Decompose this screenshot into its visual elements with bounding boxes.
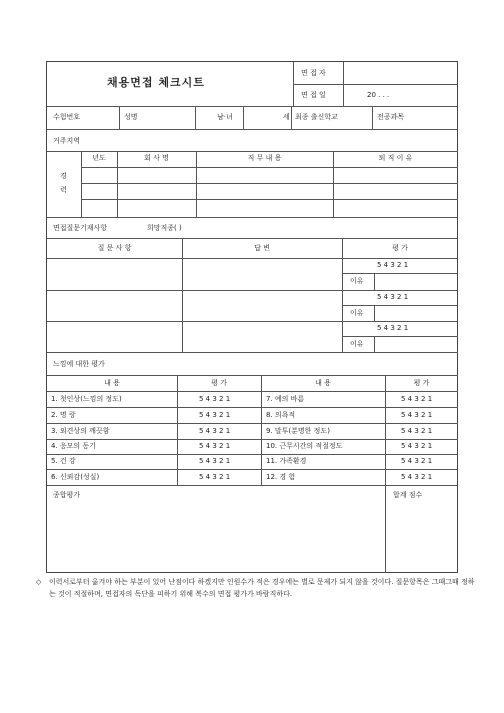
interview-checklist-form bbox=[46, 61, 458, 573]
impression-header-content-left: 내 용 bbox=[104, 379, 120, 387]
impression-item-5: 5. 건 강 bbox=[51, 457, 76, 465]
interview-date-field[interactable]: 20 . . . bbox=[367, 91, 390, 99]
diamond-bullet-icon: ◇ bbox=[36, 578, 42, 586]
question-3-reason-label: 이유 bbox=[350, 340, 364, 348]
career-header-year: 년도 bbox=[92, 154, 106, 162]
impression-score-11[interactable]: 5 4 3 2 1 bbox=[401, 457, 433, 465]
impression-score-10[interactable]: 5 4 3 2 1 bbox=[401, 442, 433, 450]
school-label: 최종 출신학교 bbox=[295, 113, 338, 121]
impression-score-5[interactable]: 5 4 3 2 1 bbox=[199, 457, 231, 465]
impression-score-2[interactable]: 5 4 3 2 1 bbox=[199, 411, 231, 419]
question-2-score[interactable]: 5 4 3 2 1 bbox=[377, 293, 409, 301]
major-label: 전공과목 bbox=[377, 113, 405, 121]
impression-score-7[interactable]: 5 4 3 2 1 bbox=[401, 395, 433, 403]
career-header-company: 회 사 명 bbox=[144, 154, 169, 162]
total-score-label: 합계 점수 bbox=[393, 491, 423, 499]
impression-score-8[interactable]: 5 4 3 2 1 bbox=[401, 411, 433, 419]
impression-item-6: 6. 신뢰감(성실) bbox=[51, 473, 100, 481]
residence-label: 거주지역 bbox=[53, 137, 81, 145]
question-header: 질 문 사 항 bbox=[97, 244, 132, 252]
impression-label: 느낌에 대한 평가 bbox=[53, 360, 105, 368]
answer-header: 답 변 bbox=[254, 244, 270, 252]
questions-label: 면접질문기재사항 bbox=[53, 224, 108, 232]
question-1-score[interactable]: 5 4 3 2 1 bbox=[377, 261, 409, 269]
career-side-label-2: 력 bbox=[60, 186, 67, 194]
impression-score-4[interactable]: 5 4 3 2 1 bbox=[199, 442, 231, 450]
footnote bbox=[36, 576, 476, 600]
form-title: 채용면접 체크시트 bbox=[107, 76, 205, 89]
career-header-duties: 직 무 내 용 bbox=[247, 154, 282, 162]
gender-label: 남·녀 bbox=[217, 113, 233, 121]
age-label: 세 bbox=[283, 113, 290, 121]
question-2-reason-label: 이유 bbox=[350, 309, 364, 317]
exam-number-label: 수험번호 bbox=[53, 113, 81, 121]
impression-item-3: 3. 외견상의 깨끗함 bbox=[51, 427, 110, 435]
interview-date-label: 면 접 일 bbox=[301, 91, 326, 99]
interviewer-label: 면 접 자 bbox=[301, 69, 326, 77]
overall-evaluation-field[interactable] bbox=[48, 486, 384, 572]
impression-score-6[interactable]: 5 4 3 2 1 bbox=[199, 473, 231, 481]
career-side-label-1: 경 bbox=[60, 172, 67, 180]
question-1-reason-label: 이유 bbox=[350, 277, 364, 285]
impression-score-3[interactable]: 5 4 3 2 1 bbox=[199, 427, 231, 435]
impression-item-9: 9. 말투(분명한 정도) bbox=[266, 427, 330, 435]
overall-evaluation-label: 종합평가 bbox=[53, 491, 81, 499]
interviewer-field[interactable] bbox=[344, 63, 458, 83]
career-header-leave-reason: 퇴 직 이 유 bbox=[378, 154, 413, 162]
impression-item-8: 8. 의욕적 bbox=[266, 411, 296, 419]
impression-item-2: 2. 명 랑 bbox=[51, 411, 76, 419]
desired-job-label: 희망직종( ) bbox=[147, 224, 182, 232]
impression-item-4: 4. 응모의 동기 bbox=[51, 442, 96, 450]
impression-header-content-right: 내 용 bbox=[315, 379, 331, 387]
impression-item-10: 10. 근무시간의 적절정도 bbox=[266, 442, 343, 450]
impression-score-12[interactable]: 5 4 3 2 1 bbox=[401, 473, 433, 481]
impression-item-1: 1. 첫인상(느낌의 정도) bbox=[51, 395, 122, 403]
name-label: 성명 bbox=[124, 113, 138, 121]
impression-score-1[interactable]: 5 4 3 2 1 bbox=[199, 395, 231, 403]
impression-item-7: 7. 예의 바름 bbox=[266, 395, 305, 403]
impression-header-eval-left: 평 가 bbox=[211, 379, 227, 387]
footnote-text: 이력서로부터 옮겨야 하는 부분이 있어 난점이다 하겠지만 인원수가 적은 경우에는 별로 문제가 되지 않을 것이다. 질문항목은 그때그때 정하는 것이 적절하며, 면접자의 독단을 피하기 위해 복수의 면접 평가가 바람직하다. bbox=[49, 578, 475, 598]
impression-header-eval-right: 평 가 bbox=[413, 379, 430, 387]
evaluation-header: 평 가 bbox=[392, 244, 408, 252]
impression-score-9[interactable]: 5 4 3 2 1 bbox=[401, 427, 433, 435]
impression-item-11: 11. 가족환경 bbox=[266, 457, 307, 465]
impression-item-12: 12. 경 험 bbox=[266, 473, 296, 481]
question-3-score[interactable]: 5 4 3 2 1 bbox=[377, 324, 409, 332]
